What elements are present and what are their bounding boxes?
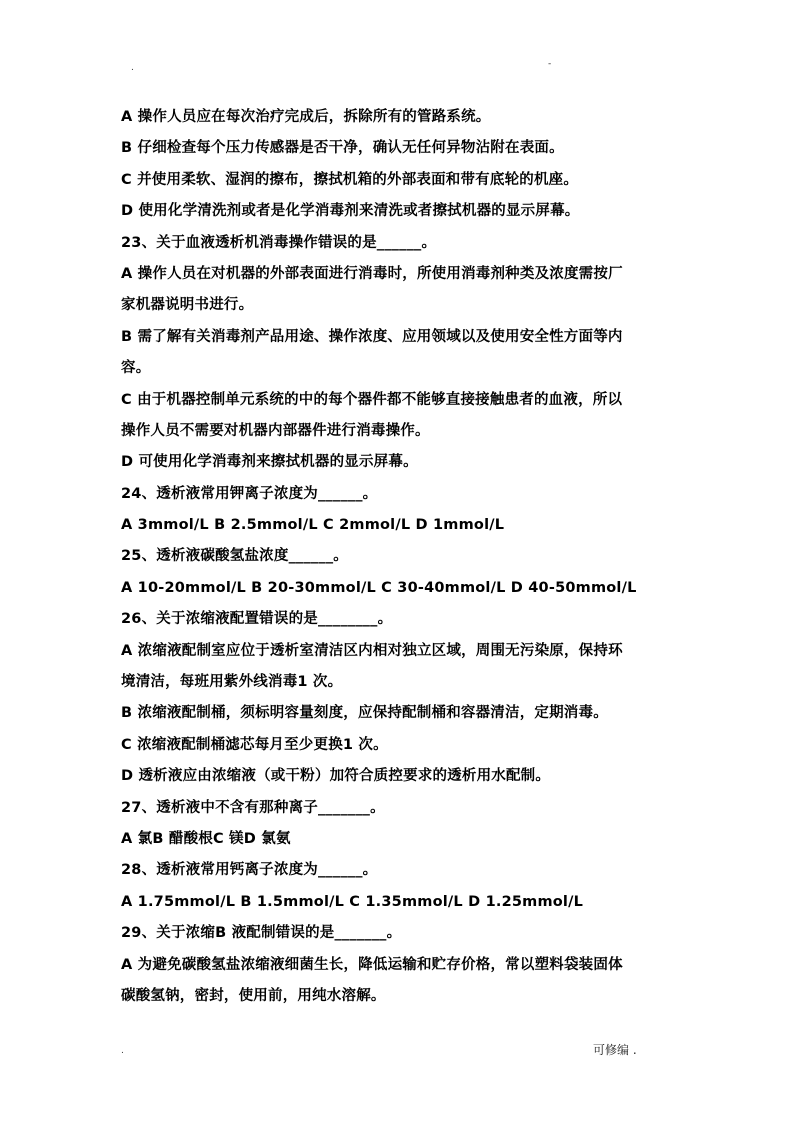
text-line: A 氯B 醋酸根C 镁D 氯氨 xyxy=(121,830,291,847)
question-line: 28、透析液常用钙离子浓度为______。 xyxy=(121,862,378,879)
question-line: 24、透析液常用钾离子浓度为______。 xyxy=(121,485,378,502)
text-line: D 透析液应由浓缩液（或干粉）加符合质控要求的透析用水配制。 xyxy=(121,768,551,785)
text-line: A 浓缩液配制室应位于透析室清洁区内相对独立区域，周围无污染原，保持环 xyxy=(121,642,623,659)
text-line: A 操作人员在对机器的外部表面进行消毒时，所使用消毒剂种类及浓度需按厂 xyxy=(121,265,623,282)
header-right-mark: - xyxy=(548,59,552,69)
question-line: 26、关于浓缩液配置错误的是________。 xyxy=(121,611,393,628)
footer-editable-note: 可修编 . xyxy=(593,1043,637,1057)
text-line: A 操作人员应在每次治疗完成后，拆除所有的管路系统。 xyxy=(121,109,491,125)
text-line: D 可使用化学消毒剂来擦拭机器的显示屏幕。 xyxy=(121,454,418,471)
text-line: B 需了解有关消毒剂产品用途、操作浓度、应用领域以及使用安全性方面等内 xyxy=(121,328,623,345)
text-line: 操作人员不需要对机器内部器件进行消毒操作。 xyxy=(121,422,430,439)
question-line: 23、关于血液透析机消毒操作错误的是______。 xyxy=(121,234,437,251)
text-line: C 浓缩液配制桶滤芯每月至少更换1 次。 xyxy=(121,736,388,753)
text-line: A 3mmol/L B 2.5mmol/L C 2mmol/L D 1mmol/L xyxy=(121,517,505,534)
text-line: D 使用化学清洗剂或者是化学消毒剂来清洗或者擦拭机器的显示屏幕。 xyxy=(121,203,580,220)
text-line: 家机器说明书进行。 xyxy=(121,297,254,314)
text-line: B 浓缩液配制桶，须标明容量刻度，应保持配制桶和容器清洁，定期消毒。 xyxy=(121,705,608,722)
text-line: A 10-20mmol/L B 20-30mmol/L C 30-40mmol/L D 40-50mmol/L xyxy=(121,579,637,596)
question-line: 27、透析液中不含有那种离子_______。 xyxy=(121,799,385,816)
text-line: 境清洁，每班用紫外线消毒1 次。 xyxy=(121,674,343,691)
text-line: A 1.75mmol/L B 1.5mmol/L C 1.35mmol/L D 1.25mmol/L xyxy=(121,893,584,910)
text-line: A 为避免碳酸氢盐浓缩液细菌生长，降低运输和贮存价格，常以塑料袋装固体 xyxy=(121,956,623,973)
text-line: 碳酸氢钠，密封，使用前，用纯水溶解。 xyxy=(121,987,386,1004)
text-line: B 仔细检查每个压力传感器是否干净，确认无任何异物沾附在表面。 xyxy=(121,140,564,157)
header-left-mark: . xyxy=(131,63,134,73)
question-line: 29、关于浓缩B 液配制错误的是_______。 xyxy=(121,925,402,942)
document-body xyxy=(121,102,681,1012)
text-line: 容。 xyxy=(121,360,151,377)
text-line: C 并使用柔软、湿润的擦布，擦拭机箱的外部表面和带有底轮的机座。 xyxy=(121,171,579,188)
text-line: C 由于机器控制单元系统的中的每个器件都不能够直接接触患者的血液，所以 xyxy=(121,391,623,408)
question-line: 25、透析液碳酸氢盐浓度______。 xyxy=(121,548,348,565)
footer-left-mark: . xyxy=(121,1046,124,1056)
